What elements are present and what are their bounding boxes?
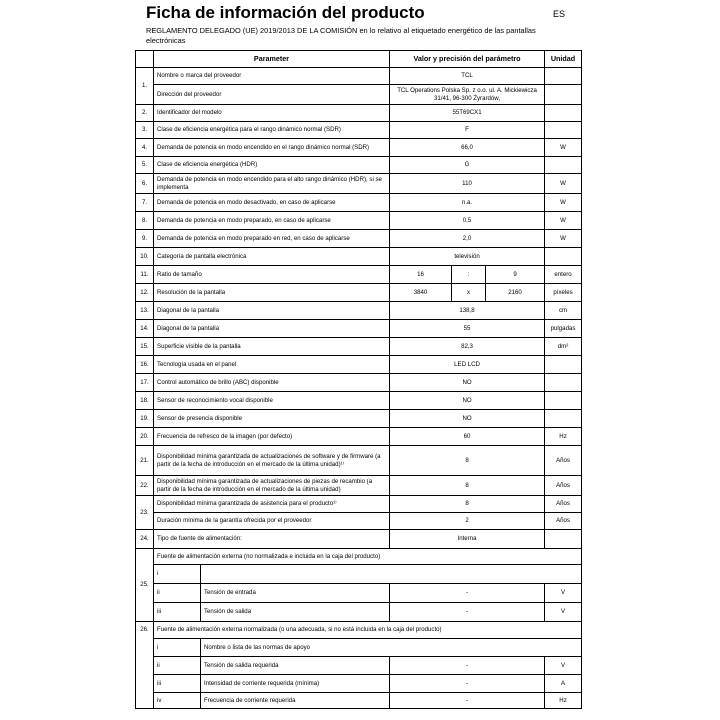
row-value-first: 3840: [390, 284, 452, 302]
row-value: NO: [390, 410, 545, 428]
row-number: 12.: [136, 284, 154, 302]
row-label: Control automático de brillo (ABC) disponible: [154, 374, 390, 392]
row-unit: [545, 85, 582, 105]
row-number: 13.: [136, 302, 154, 320]
row-label: Disponibilidad mínima garantizada de asistencia para el producto¹⁾: [154, 496, 390, 513]
row-number: 4.: [136, 139, 154, 157]
row-value: 110: [390, 174, 545, 194]
row-number: 6.: [136, 174, 154, 194]
row-unit: píxeles: [545, 284, 582, 302]
row-value-separator: x: [452, 284, 486, 302]
row-value: TCL: [390, 68, 545, 85]
table-subrow: [136, 657, 582, 675]
subrow-label: Intensidad de corriente requerida (mínima): [201, 675, 390, 693]
row-unit: [545, 157, 582, 174]
row-label: Diagonal de la pantalla: [154, 302, 390, 320]
row-unit: W: [545, 194, 582, 212]
row-value: LED LCD: [390, 356, 545, 374]
row-unit: [545, 374, 582, 392]
subrow-index: iv: [154, 693, 201, 709]
row-number: 15.: [136, 338, 154, 356]
row-unit: [545, 68, 582, 85]
subrow-value: -: [390, 584, 545, 603]
subrow-index: iii: [154, 603, 201, 622]
table-row: [136, 622, 582, 639]
table-row: [136, 68, 582, 85]
table-row: [136, 356, 582, 374]
table-row: [136, 549, 582, 565]
row-unit: entero: [545, 266, 582, 284]
row-value: 8: [390, 446, 545, 476]
subrow-label: Frecuencia de corriente requerida: [201, 693, 390, 709]
row-value: 8: [390, 496, 545, 513]
row-number: 16.: [136, 356, 154, 374]
row-number: 11.: [136, 266, 154, 284]
product-info-table: [135, 50, 582, 709]
table-subrow: [136, 565, 582, 584]
subrow-label: Nombre o lista de las normas de apoyo: [201, 639, 582, 657]
row-label: Nombre o marca del proveedor: [154, 68, 390, 85]
row-value: televisión: [390, 248, 545, 266]
row-label: Demanda de potencia en modo preparado en red, en caso de aplicarse: [154, 230, 390, 248]
table-row: [136, 266, 582, 284]
subrow-value: -: [390, 693, 545, 709]
row-label: Tipo de fuente de alimentación:: [154, 530, 390, 549]
header-unit: Unidad: [545, 51, 582, 68]
row-value: NO: [390, 374, 545, 392]
row-number: 10.: [136, 248, 154, 266]
table-row: [136, 496, 582, 513]
row-unit: cm: [545, 302, 582, 320]
row-number: 1.: [136, 68, 154, 105]
row-unit: [545, 356, 582, 374]
table-row: [136, 338, 582, 356]
row-number: 14.: [136, 320, 154, 338]
row-label: Disponibilidad mínima garantizada de actualizaciones de piezas de recambio (a partir de la fecha de introducción en el mercado de la última unidad): [154, 476, 390, 496]
header-parameter: Parameter: [154, 51, 390, 68]
table-row: [136, 410, 582, 428]
page-title: Ficha de información del producto: [146, 3, 425, 22]
row-number: 8.: [136, 212, 154, 230]
row-label: Demanda de potencia en modo preparado, en caso de aplicarse: [154, 212, 390, 230]
row-label: Fuente de alimentación externa (no normalizada e incluida en la caja del producto): [154, 549, 582, 565]
row-number: 21.: [136, 446, 154, 476]
header-num-cell: [136, 51, 154, 68]
row-number: 26.: [136, 622, 154, 709]
table-row: [136, 530, 582, 549]
row-unit: W: [545, 174, 582, 194]
row-label: Demanda de potencia en modo encendido para el alto rango dinámico (HDR), si se implementa: [154, 174, 390, 194]
table-row: [136, 248, 582, 266]
row-label: Ratio de tamaño: [154, 266, 390, 284]
subrow-value: -: [390, 675, 545, 693]
row-value: 0,5: [390, 212, 545, 230]
row-value: 60: [390, 428, 545, 446]
row-label: Clase de eficiencia energética (HDR): [154, 157, 390, 174]
row-label: Superficie visible de la pantalla: [154, 338, 390, 356]
row-label: Identificador del modelo: [154, 105, 390, 122]
table-row: [136, 157, 582, 174]
table-row: [136, 392, 582, 410]
row-label: Tecnología usada en el panel: [154, 356, 390, 374]
row-number: 5.: [136, 157, 154, 174]
row-value-first: 16: [390, 266, 452, 284]
subrow-value: -: [390, 657, 545, 675]
row-unit: dm²: [545, 338, 582, 356]
subrow-unit: V: [545, 603, 582, 622]
row-label: Resolución de la pantalla: [154, 284, 390, 302]
regulation-subtitle: REGLAMENTO DELEGADO (UE) 2019/2013 DE LA COMISIÓN en lo relativo al etiquetado energético de las pantallas electrónicas: [146, 26, 536, 45]
row-value: Interna: [390, 530, 545, 549]
row-unit: W: [545, 230, 582, 248]
row-value: 55: [390, 320, 545, 338]
language-code: ES: [553, 9, 566, 19]
subrow-label: Tensión de salida requerida: [201, 657, 390, 675]
row-value-separator: :: [452, 266, 486, 284]
table-row: [136, 194, 582, 212]
table-row: [136, 446, 582, 476]
row-label: Demanda de potencia en modo encendido en el rango dinámico normal (SDR): [154, 139, 390, 157]
table-row: [136, 230, 582, 248]
subrow-value: -: [390, 603, 545, 622]
table-row: [136, 105, 582, 122]
row-unit: Hz: [545, 428, 582, 446]
table-row: [136, 302, 582, 320]
row-value: 82,3: [390, 338, 545, 356]
row-number: 25.: [136, 549, 154, 622]
table-subrow: [136, 603, 582, 622]
subrow-unit: Hz: [545, 693, 582, 709]
row-label: Diagonal de la pantalla: [154, 320, 390, 338]
table-row: [136, 476, 582, 496]
row-unit: W: [545, 139, 582, 157]
row-number: 17.: [136, 374, 154, 392]
table-subrow: [136, 693, 582, 709]
row-unit: [545, 122, 582, 139]
row-number: 23.: [136, 496, 154, 530]
table-row: [136, 212, 582, 230]
table-row: [136, 139, 582, 157]
row-unit: Años: [545, 496, 582, 513]
row-value: F: [390, 122, 545, 139]
table-header-row: [136, 51, 582, 68]
row-value: 2: [390, 513, 545, 530]
row-number: 20.: [136, 428, 154, 446]
subrow-unit: V: [545, 584, 582, 603]
row-value: TCL Operations Polska Sp. z o.o. ul. A. Mickiewicza 31/41, 96-300 Żyrardów,: [390, 85, 545, 105]
subrow-label: Tensión de entrada: [201, 584, 390, 603]
row-number: 2.: [136, 105, 154, 122]
subrow-index: i: [154, 639, 201, 657]
row-number: 9.: [136, 230, 154, 248]
row-unit: Años: [545, 446, 582, 476]
row-unit: [545, 410, 582, 428]
table-row: [136, 174, 582, 194]
row-value-second: 9: [486, 266, 545, 284]
row-value: G: [390, 157, 545, 174]
row-value: 8: [390, 476, 545, 496]
subrow-unit: V: [545, 657, 582, 675]
table-row: [136, 374, 582, 392]
row-number: 7.: [136, 194, 154, 212]
subrow-index: iii: [154, 675, 201, 693]
table-row: [136, 428, 582, 446]
table-subrow: [136, 639, 582, 657]
subrow-label: Tensión de salida: [201, 603, 390, 622]
subrow-index: i: [154, 565, 201, 584]
subrow-unit: A: [545, 675, 582, 693]
row-unit: [545, 530, 582, 549]
row-number: 18.: [136, 392, 154, 410]
row-value: 2,0: [390, 230, 545, 248]
row-label: Fuente de alimentación externa normalizada (o una adecuada, si no está incluida en la caja del producto): [154, 622, 582, 639]
row-number: 22.: [136, 476, 154, 496]
subrow-content: [201, 565, 582, 584]
row-label: Categoría de pantalla electrónica: [154, 248, 390, 266]
row-value: n.a.: [390, 194, 545, 212]
table-row: [136, 513, 582, 530]
table-row: [136, 122, 582, 139]
header-value: Valor y precisión del parámetro: [390, 51, 545, 68]
row-label: Duración mínima de la garantía ofrecida por el proveedor: [154, 513, 390, 530]
row-unit: [545, 248, 582, 266]
row-label: Sensor de reconocimiento vocal disponible: [154, 392, 390, 410]
table-subrow: [136, 584, 582, 603]
row-unit: Años: [545, 476, 582, 496]
row-unit: [545, 105, 582, 122]
row-number: 19.: [136, 410, 154, 428]
row-label: Sensor de presencia disponible: [154, 410, 390, 428]
row-value: 138,8: [390, 302, 545, 320]
row-label: Frecuencia de refresco de la imagen (por defecto): [154, 428, 390, 446]
row-unit: pulgadas: [545, 320, 582, 338]
row-unit: W: [545, 212, 582, 230]
row-label: Dirección del proveedor: [154, 85, 390, 105]
row-number: 24.: [136, 530, 154, 549]
table-row: [136, 320, 582, 338]
subrow-index: ii: [154, 657, 201, 675]
row-label: Clase de eficiencia energética para el rango dinámico normal (SDR): [154, 122, 390, 139]
row-value: 66,0: [390, 139, 545, 157]
row-unit: Años: [545, 513, 582, 530]
row-value: 55T69CX1: [390, 105, 545, 122]
table-row: [136, 284, 582, 302]
subrow-index: ii: [154, 584, 201, 603]
row-number: 3.: [136, 122, 154, 139]
row-label: Demanda de potencia en modo desactivado, en caso de aplicarse: [154, 194, 390, 212]
row-value: NO: [390, 392, 545, 410]
row-value-second: 2160: [486, 284, 545, 302]
row-label: Disponibilidad mínima garantizada de actualizaciones de software y de firmware (a partir de la fecha de introducción en el mercado de la última unidad)¹⁾: [154, 446, 390, 476]
row-unit: [545, 392, 582, 410]
table-subrow: [136, 675, 582, 693]
table-row: [136, 85, 582, 105]
